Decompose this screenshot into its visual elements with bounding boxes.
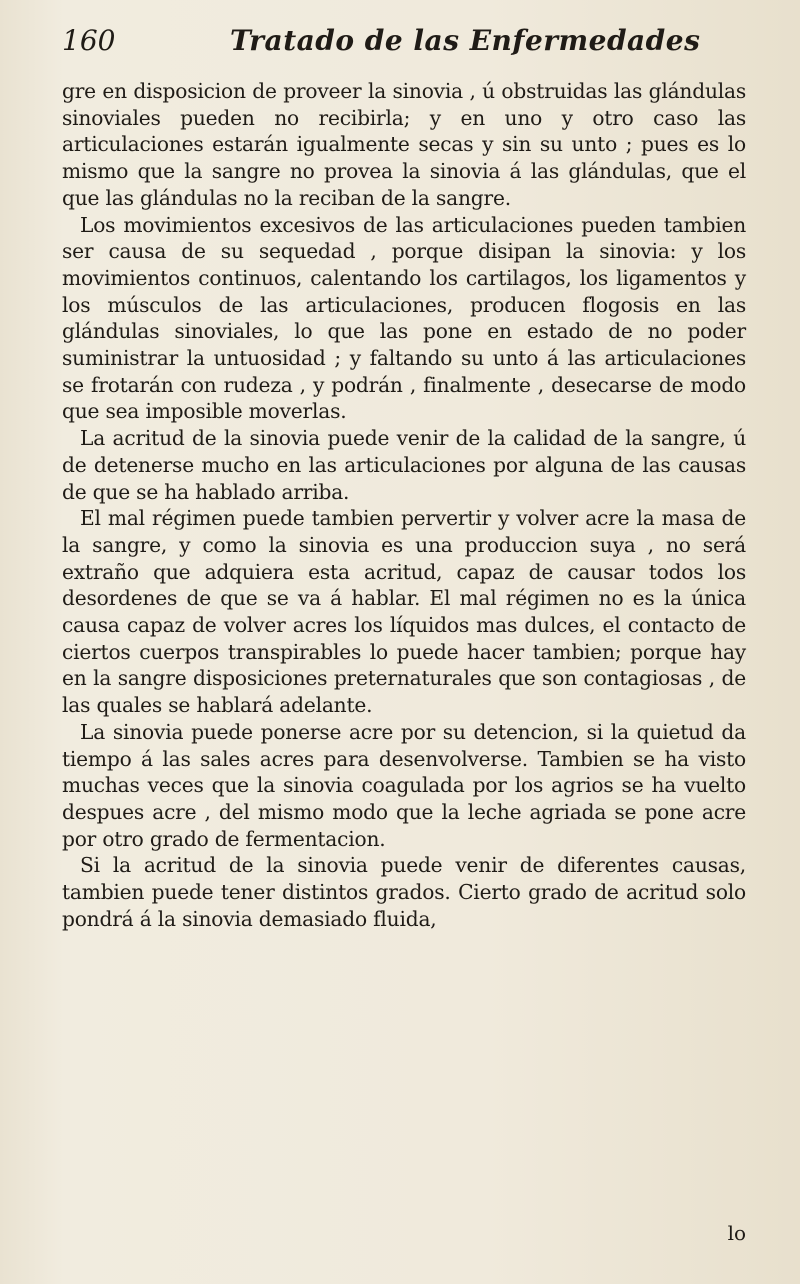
- paragraph-continuation: gre en disposicion de proveer la sinovia , ú obstruidas las glándulas sinoviales pueden no recibirla; y en uno y otro caso las articulaciones estarán igualmente secas y sin su unto ; pues es lo mismo que la sangre no provea la sinovia á las glándulas, que el que las glándulas no la reciban de la sangre.: [62, 79, 746, 210]
- page-header: [62, 22, 738, 60]
- catchword: lo: [727, 1221, 746, 1245]
- paragraph: Si la acritud de la sinovia puede venir de diferentes causas, tambien puede tener distintos grados. Cierto grado de acritud solo pondrá á la sinovia demasiado fluida,: [62, 853, 746, 931]
- body-text: [62, 78, 746, 933]
- paragraph: La acritud de la sinovia puede venir de la calidad de la sangre, ú de detenerse mucho en las articulaciones por alguna de las causas de que se ha hablado arriba.: [62, 426, 746, 504]
- page-number: 160: [62, 24, 116, 57]
- paragraph: El mal régimen puede tambien pervertir y volver acre la masa de la sangre, y como la sinovia es una produccion suya , no será extraño que adquiera esta acritud, capaz de causar todos los desordenes de que se va á hablar. El mal régimen no es la única causa capaz de volver acres los líquidos mas dulces, el contacto de ciertos cuerpos transpirables lo puede hacer tambien; porque hay en la sangre disposiciones preternaturales que son contagiosas , de las quales se hablará adelante.: [62, 506, 746, 718]
- paragraph: Los movimientos excesivos de las articulaciones pueden tambien ser causa de su sequedad , porque disipan la sinovia: y los movimientos continuos, calentando los cartilagos, los ligamentos y los músculos de las articulaciones, producen flogosis en las glándulas sinoviales, lo que las pone en estado de no poder suministrar la untuosidad ; y faltando su unto á las articulaciones se frotarán con rudeza , y podrán , finalmente , desecarse de modo que sea imposible moverlas.: [62, 212, 746, 424]
- paragraph: La sinovia puede ponerse acre por su detencion, si la quietud da tiempo á las sales acres para desenvolverse. Tambien se ha visto muchas veces que la sinovia coagulada por los agrios se ha vuelto despues acre , del mismo modo que la leche agriada se pone acre por otro grado de fermentacion.: [62, 719, 746, 851]
- running-title: Tratado de las Enfermedades: [230, 24, 701, 57]
